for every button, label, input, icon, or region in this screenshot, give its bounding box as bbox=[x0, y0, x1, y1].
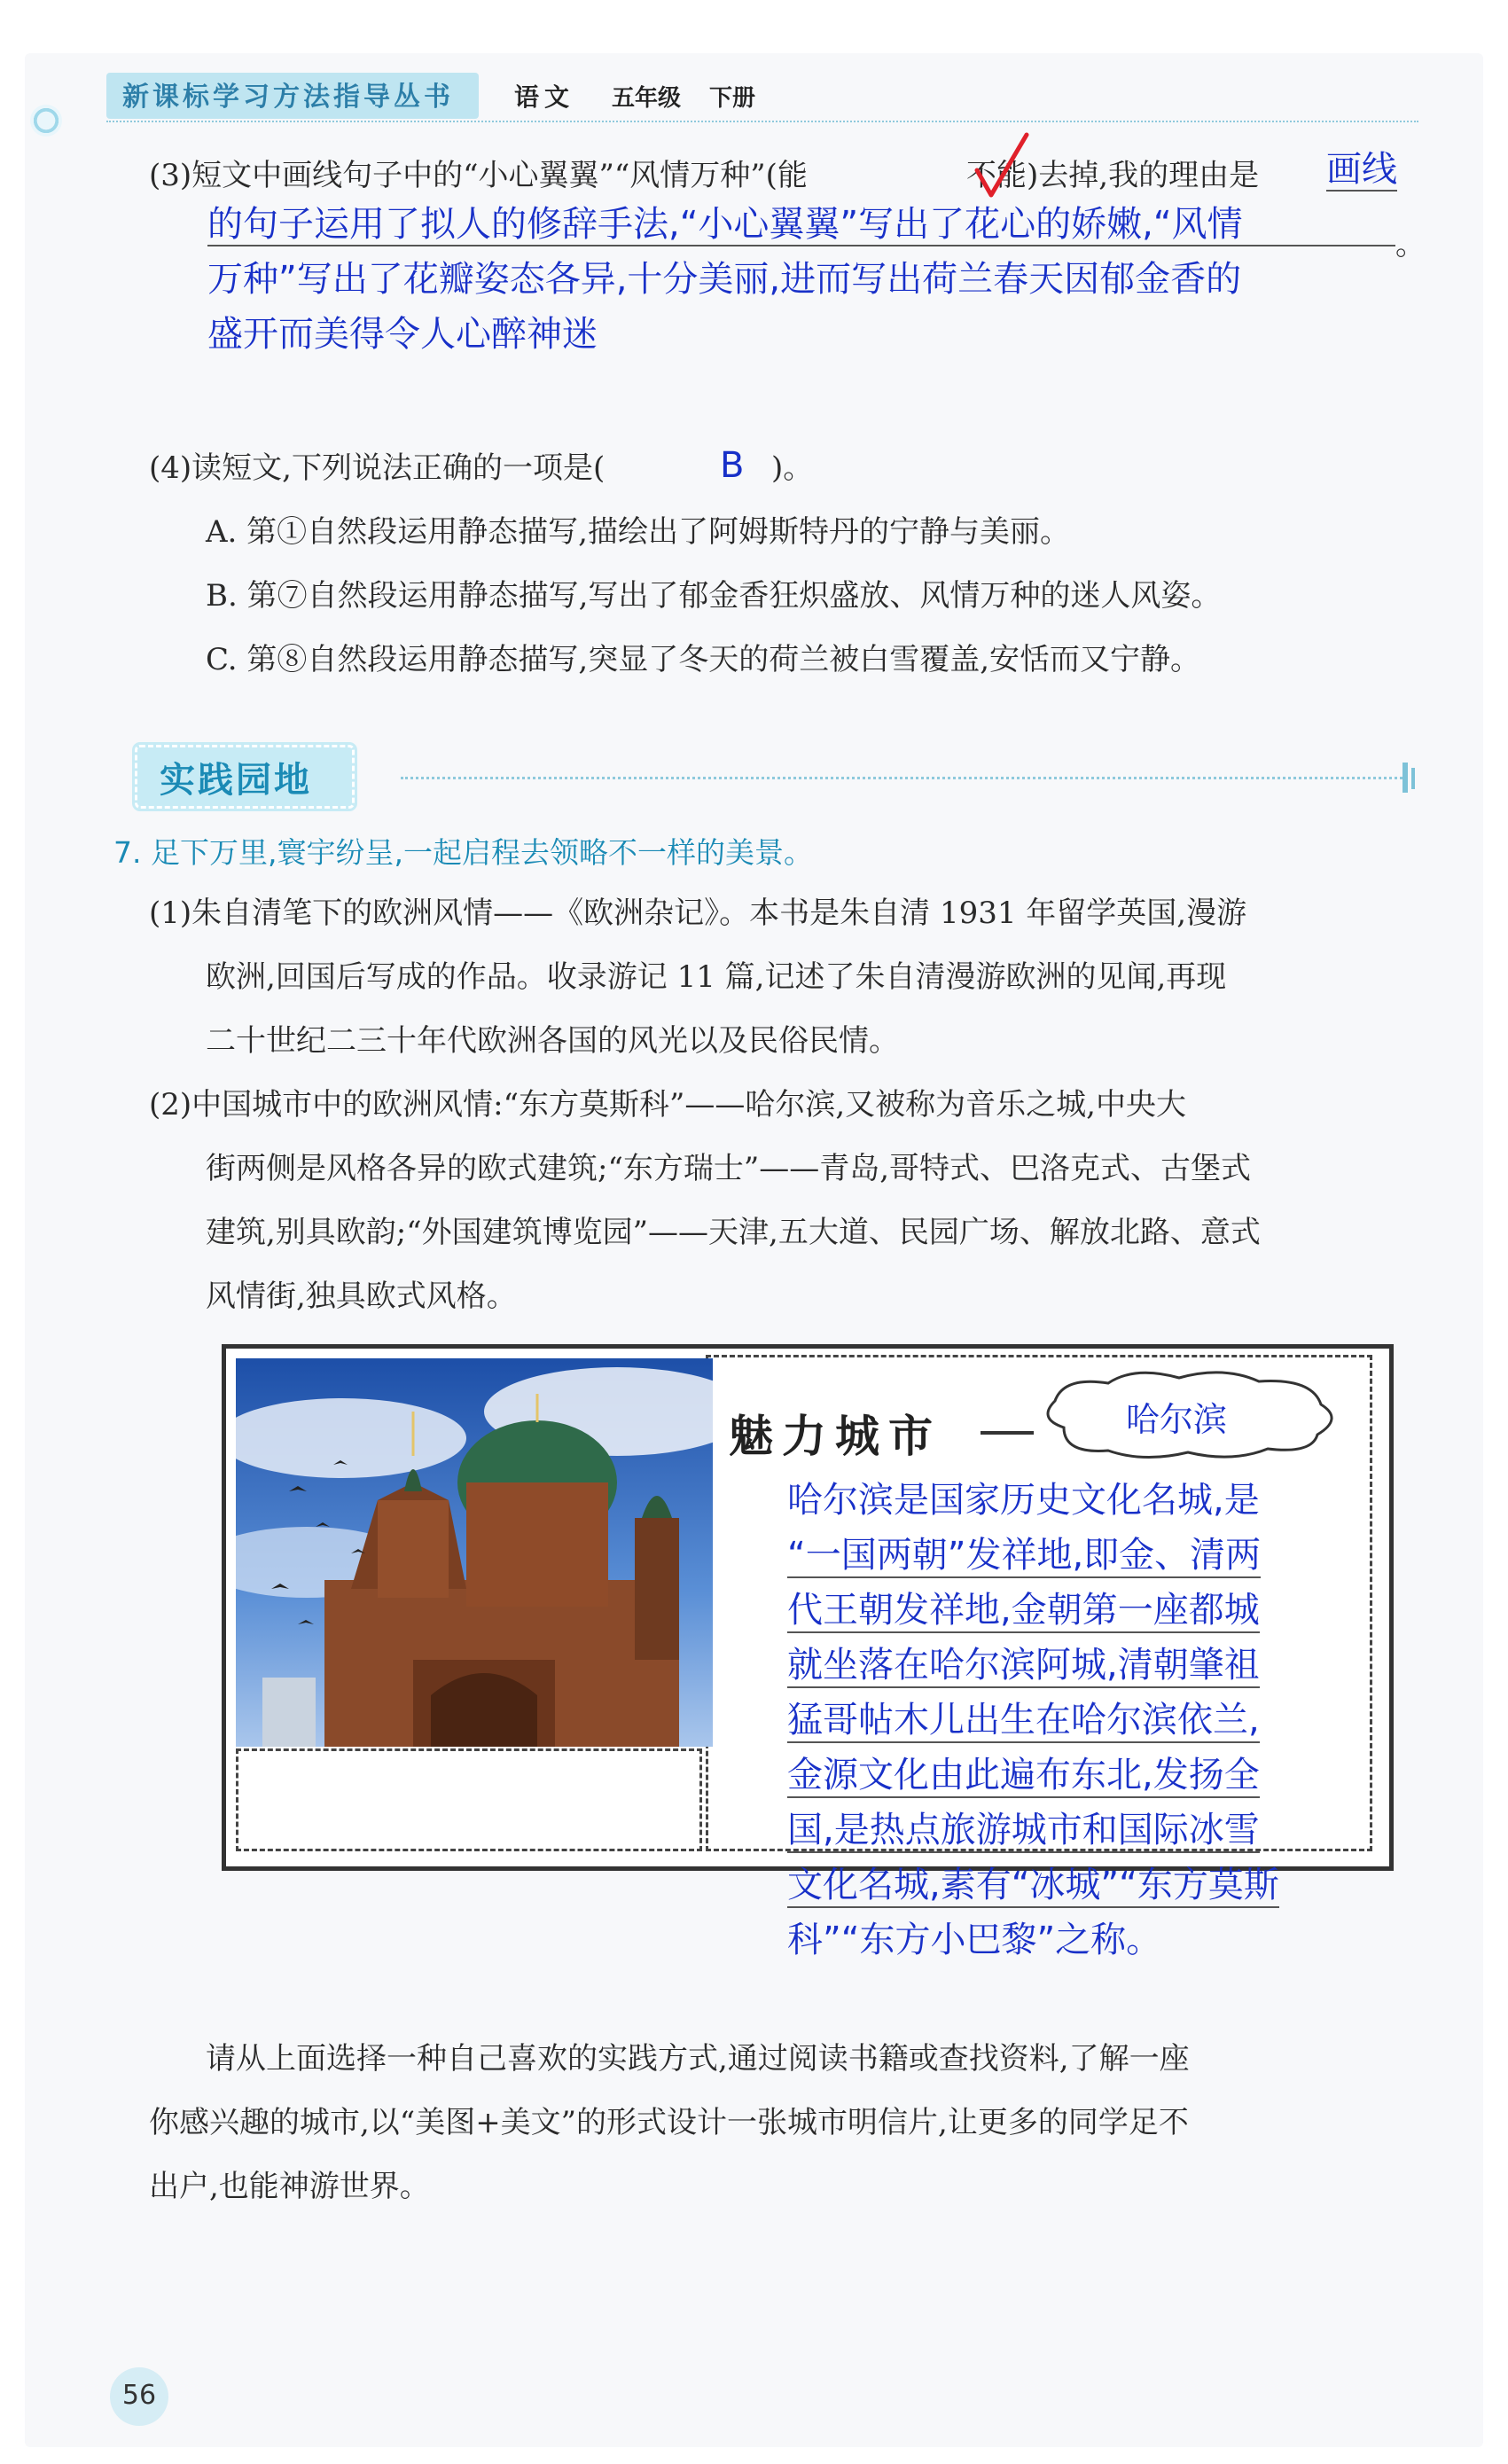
q3-answer-line3: 万种”写出了花瓣姿态各异,十分美丽,进而写出荷兰春天因郁金香的 bbox=[207, 259, 1242, 300]
header-grade: 五年级 bbox=[612, 85, 682, 112]
postcard-text-line: “一国两朝”发祥地,即金、清两 bbox=[787, 1534, 1261, 1578]
postcard-text-line: 代王朝发祥地,金朝第一座都城 bbox=[787, 1589, 1260, 1633]
section-divider bbox=[401, 777, 1403, 779]
postcard-text-line: 国,是热点旅游城市和国际冰雪 bbox=[787, 1809, 1260, 1853]
q7-p2-line1: (2)中国城市中的欧洲风情:“东方莫斯科”——哈尔滨,又被称为音乐之城,中央大 bbox=[149, 1087, 1186, 1122]
postcard-text-line: 科”“东方小巴黎”之称。 bbox=[787, 1920, 1162, 1960]
q4-prompt-part1: (4)读短文,下列说法正确的一项是( bbox=[149, 450, 606, 486]
page-number: 56 bbox=[121, 2380, 157, 2411]
postcard-text-line: 文化名城,素有“冰城”“东方莫斯 bbox=[787, 1864, 1279, 1908]
q7-p2-line2: 街两侧是风格各异的欧式建筑;“东方瑞士”——青岛,哥特式、巴洛克式、古堡式 bbox=[206, 1151, 1252, 1186]
postcard-text-line: 猛哥帖木儿出生在哈尔滨依兰, bbox=[787, 1699, 1260, 1743]
postcard-heading-dash bbox=[981, 1431, 1034, 1435]
q7-p1-line2: 欧洲,回国后写成的作品。收录游记 11 篇,记述了朱自清漫游欧洲的见闻,再现 bbox=[206, 959, 1227, 995]
q4-prompt-part2: )。 bbox=[771, 450, 814, 486]
q7-heading: 7. 足下万里,寰宇纷呈,一起启程去领略不一样的美景。 bbox=[113, 835, 813, 870]
q3-answer-line2: 的句子运用了拟人的修辞手法,“小心翼翼”写出了花心的娇嫩,“风情 bbox=[207, 204, 1395, 246]
postcard-caption-area bbox=[236, 1748, 702, 1851]
q3-answer-end-mark: 。 bbox=[1395, 227, 1426, 262]
checkmark-icon bbox=[973, 131, 1030, 202]
page-background bbox=[25, 53, 1483, 2447]
q3-answer-line1: 画线 bbox=[1326, 149, 1397, 190]
q4-answer: B bbox=[720, 445, 745, 486]
postcard-heading: 魅力城市 bbox=[729, 1410, 942, 1462]
instruction-line3: 出户,也能神游世界。 bbox=[149, 2169, 430, 2204]
q4-option-b: B. 第⑦自然段运用静态描写,写出了郁金香狂炽盛放、风情万种的迷人风姿。 bbox=[206, 578, 1222, 614]
header-subject: 语文 bbox=[514, 82, 575, 112]
q7-p1-line1: (1)朱自清笔下的欧洲风情——《欧洲杂记》。本书是朱自清 1931 年留学英国,漫游 bbox=[149, 896, 1247, 931]
postcard-text-line: 金源文化由此遍布东北,发扬全 bbox=[787, 1754, 1260, 1798]
q3-prompt-part1: (3)短文中画线句子中的“小心翼翼”“风情万种”(能 bbox=[149, 158, 808, 193]
q4-option-a: A. 第①自然段运用静态描写,描绘出了阿姆斯特丹的宁静与美丽。 bbox=[206, 514, 1070, 550]
q3-answer-line4: 盛开而美得令人心醉神迷 bbox=[207, 314, 598, 355]
instruction-line1: 请从上面选择一种自己喜欢的实践方式,通过阅读书籍或查找资料,了解一座 bbox=[206, 2041, 1190, 2077]
q7-p2-line4: 风情街,独具欧式风格。 bbox=[206, 1279, 517, 1314]
postcard-city-name: 哈尔滨 bbox=[1126, 1400, 1228, 1439]
q3-prompt-part2: 不能)去掉,我的理由是 bbox=[966, 158, 1260, 193]
section-divider-end-2 bbox=[1411, 768, 1415, 789]
postcard-text-line: 哈尔滨是国家历史文化名城,是 bbox=[787, 1480, 1260, 1521]
q4-option-c: C. 第⑧自然段运用静态描写,突显了冬天的荷兰被白雪覆盖,安恬而又宁静。 bbox=[206, 642, 1201, 677]
cathedral-photo bbox=[236, 1358, 713, 1747]
header-divider bbox=[106, 121, 1418, 122]
section-divider-end bbox=[1403, 763, 1408, 793]
q7-p2-line3: 建筑,别具欧韵;“外国建筑博览园”——天津,五大道、民园广场、解放北路、意式 bbox=[206, 1215, 1261, 1250]
header-decoration-icon bbox=[30, 105, 62, 137]
instruction-line2: 你感兴趣的城市,以“美图+美文”的形式设计一张城市明信片,让更多的同学足不 bbox=[149, 2105, 1189, 2140]
section-title: 实践园地 bbox=[160, 760, 312, 801]
q7-p1-line3: 二十世纪二三十年代欧洲各国的风光以及民俗民情。 bbox=[206, 1023, 899, 1059]
header-term: 下册 bbox=[709, 85, 756, 112]
header-series-title: 新课标学习方法指导丛书 bbox=[122, 82, 454, 113]
postcard-text-line: 就坐落在哈尔滨阿城,清朝肇祖 bbox=[787, 1644, 1260, 1688]
